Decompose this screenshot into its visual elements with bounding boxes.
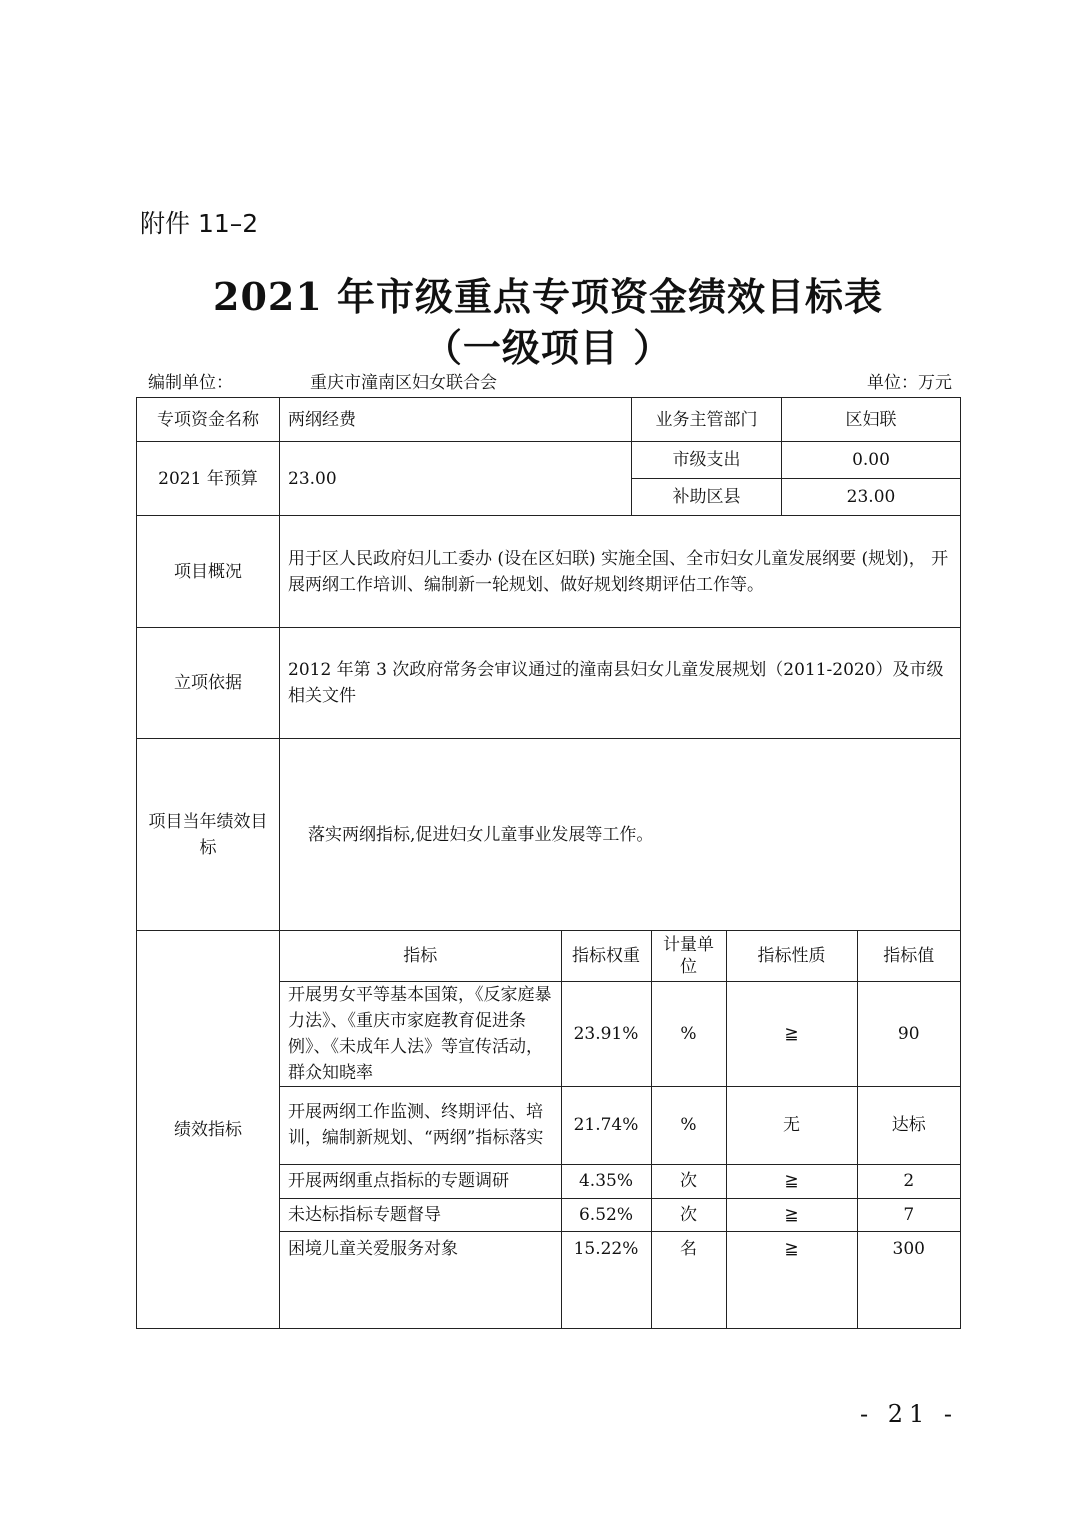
indicator-unit: 名 [651, 1231, 726, 1328]
indicator-value: 90 [857, 981, 960, 1086]
header-indicator: 指标 [280, 931, 561, 981]
attachment-label: 附件 11–2 [140, 209, 259, 238]
indicator-unit: % [651, 1086, 726, 1164]
basis-label: 立项依据 [137, 628, 280, 739]
indicator-weight: 4.35% [561, 1164, 651, 1198]
indicator-value: 300 [857, 1231, 960, 1328]
budget-total: 23.00 [280, 442, 632, 516]
indicator-row [280, 1086, 960, 1164]
indicator-nature: ≧ [726, 1164, 857, 1198]
indicator-weight: 23.91% [561, 981, 651, 1086]
unit-label: 单位：万元 [867, 373, 952, 393]
page-title: 2021 年市级重点专项资金绩效目标表 [213, 274, 883, 319]
target-table [136, 397, 961, 1329]
indicator-value: 7 [857, 1198, 960, 1231]
indicator-name: 开展男女平等基本国策，《反家庭暴力法》、《重庆市家庭教育促进条例》、《未成年人法》等宣传活动，群众知晓率 [280, 981, 561, 1086]
indicator-nature: ≧ [726, 1198, 857, 1231]
city-spend-label: 市级支出 [632, 442, 782, 479]
header-nature: 指标性质 [726, 931, 857, 981]
goal-text: 落实两纲指标,促进妇女儿童事业发展等工作。 [280, 739, 961, 931]
indicator-name: 困境儿童关爱服务对象 [280, 1231, 561, 1328]
county-subsidy-label: 补助区县 [632, 479, 782, 516]
basis-text: 2012 年第 3 次政府常务会审议通过的潼南县妇女儿童发展规划（2011-2020）及市级相关文件 [280, 628, 961, 739]
goal-label: 项目当年绩效目标 [137, 739, 280, 931]
dept-label: 业务主管部门 [632, 398, 782, 442]
indicator-weight: 6.52% [561, 1198, 651, 1231]
meta-row [148, 368, 952, 392]
page-subtitle: （一级项目 ） [423, 325, 673, 370]
org-value: 重庆市潼南区妇女联合会 [310, 373, 497, 393]
header-unit: 计量单位 [651, 931, 726, 981]
indicator-name: 未达标指标专题督导 [280, 1198, 561, 1231]
budget-row-city [137, 442, 961, 479]
header-weight: 指标权重 [561, 931, 651, 981]
performance-cell [280, 931, 961, 1329]
indicator-row [280, 981, 960, 1086]
performance-label: 绩效指标 [137, 931, 280, 1329]
indicator-row [280, 1231, 960, 1328]
indicator-row [280, 1198, 960, 1231]
overview-label: 项目概况 [137, 516, 280, 628]
basis-row [137, 628, 961, 739]
dept-value: 区妇联 [782, 398, 961, 442]
indicator-weight: 21.74% [561, 1086, 651, 1164]
indicator-header-row [280, 931, 960, 981]
indicator-nature: 无 [726, 1086, 857, 1164]
indicator-unit: 次 [651, 1198, 726, 1231]
indicator-value: 达标 [857, 1086, 960, 1164]
indicator-unit: 次 [651, 1164, 726, 1198]
indicator-table [280, 931, 960, 1328]
fund-name-label: 专项资金名称 [137, 398, 280, 442]
indicator-nature: ≧ [726, 1231, 857, 1328]
indicator-nature: ≧ [726, 981, 857, 1086]
county-subsidy-value: 23.00 [782, 479, 961, 516]
page-number: - 21 - [860, 1400, 959, 1428]
indicator-row [280, 1164, 960, 1198]
fund-name-row [137, 398, 961, 442]
budget-label: 2021 年预算 [137, 442, 280, 516]
overview-text: 用于区人民政府妇儿工委办 (设在区妇联) 实施全国、全市妇女儿童发展纲要 (规划)， 开展两纲工作培训、编制新一轮规划、做好规划终期评估工作等。 [280, 516, 961, 628]
indicator-value: 2 [857, 1164, 960, 1198]
indicator-unit: % [651, 981, 726, 1086]
goal-row [137, 739, 961, 931]
performance-row [137, 931, 961, 1329]
indicator-name: 开展两纲工作监测、终期评估、培训，编制新规划、“两纲”指标落实 [280, 1086, 561, 1164]
fund-name-value: 两纲经费 [280, 398, 632, 442]
indicator-weight: 15.22% [561, 1231, 651, 1328]
city-spend-value: 0.00 [782, 442, 961, 479]
header-value: 指标值 [857, 931, 960, 981]
indicator-name: 开展两纲重点指标的专题调研 [280, 1164, 561, 1198]
org-label: 编制单位： [148, 373, 233, 393]
overview-row [137, 516, 961, 628]
